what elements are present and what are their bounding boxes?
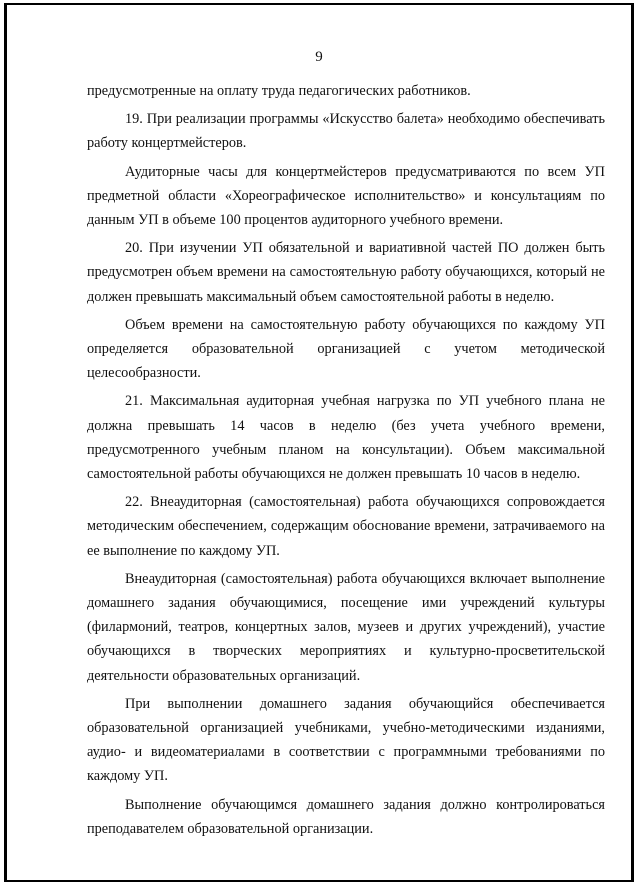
paragraph-continuation: предусмотренные на оплату труда педагогических работников. — [87, 83, 471, 99]
paragraph-extracurricular-work: Внеаудиторная (самостоятельная) работа обучающихся включает выполнение домашнего задания обучающимися, посещение ими учреждений культуры (филармоний, театров, концертных залов, музеев и других учреждений), участие обучающихся в творческих мероприятиях и культурно-просветительской деятельности образовательных организаций. — [87, 570, 605, 684]
paragraph-homework-control: Выполнение обучающимся домашнего задания должно контролироваться преподавателем образовательной организации. — [87, 796, 605, 837]
paragraph-item-21: 21. Максимальная аудиторная учебная нагрузка по УП учебного плана не должна превышать 14 часов в неделю (без учета учебного времени, предусмотренного учебным планом на консультации). Объем максимальной самостоятельной работы обучающихся не должен превышать 10 часов в неделю. — [87, 393, 605, 483]
document-page — [4, 3, 634, 882]
paragraph-item-20: 20. При изучении УП обязательной и вариативной частей ПО должен быть предусмотрен объем времени на самостоятельную работу обучающихся, который не должен превышать максимальный объем самостоятельной работы в неделю. — [87, 240, 605, 305]
paragraph-homework-support: При выполнении домашнего задания обучающийся обеспечивается образовательной организацией учебниками, учебно-методическими изданиями, аудио- и видеоматериалами в соответствии с программными требованиями по каждому УП. — [87, 695, 605, 785]
paragraph-item-22: 22. Внеаудиторная (самостоятельная) работа обучающихся сопровождается методическим обеспечением, содержащим обоснование времени, затрачиваемого на ее выполнение по каждому УП. — [87, 494, 605, 559]
document-body — [87, 79, 605, 841]
page-number: 9 — [315, 49, 323, 65]
paragraph-concertmaster-hours: Аудиторные часы для концертмейстеров предусматриваются по всем УП предметной области «Хореографическое исполнительство» и консультациям по данным УП в объеме 100 процентов аудиторного учебного времени. — [87, 163, 605, 229]
paragraph-self-study-volume: Объем времени на самостоятельную работу обучающихся по каждому УП определяется образовательной организацией с учетом методической целесообразности. — [87, 316, 605, 382]
paragraph-item-19: 19. При реализации программы «Искусство балета» необходимо обеспечивать работу концертмейстеров. — [87, 111, 605, 152]
